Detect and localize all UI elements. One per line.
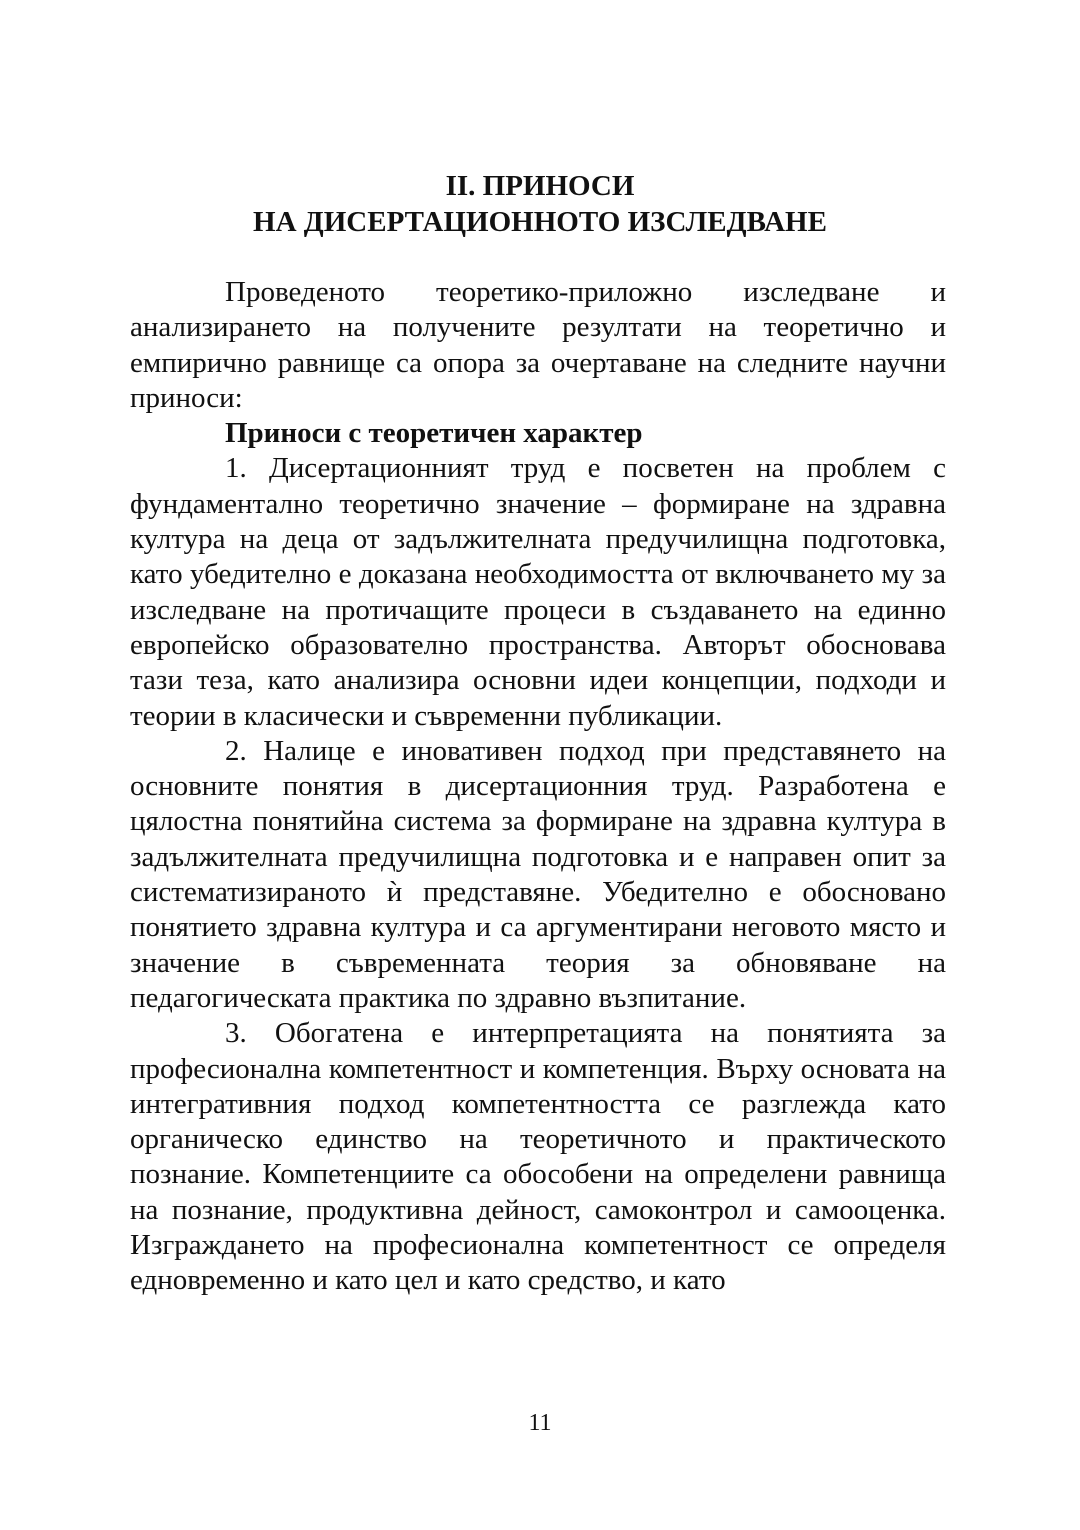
body-text bbox=[130, 275, 946, 1299]
contribution-1: 1. Дисертационният труд е посветен на проблем с фундаментално теоретично значение – формиране на здравна култура на деца от задължителната предучилищна подготовка, като убедително е доказана необходимостта от включването му за изследване на протичащите процеси в създаването на единно европейско образователно пространства. Авторът обосновава тази теза, като анализира основни идеи концепции, подходи и теории в класически и съвременни публикации. bbox=[130, 452, 946, 732]
contribution-2: 2. Налице е иновативен подход при представянето на основните понятия в дисертационния труд. Разработена е цялостна понятийна система за формиране на здравна култура в задължителната предучилищна подготовка и е направен опит за систематизираното ѝ представяне. Убедително е обосновано понятието здравна култура и са аргументирани неговото място и значение в съвременната теория за обновяване на педагогическата практика по здравно възпитание. bbox=[130, 734, 946, 1014]
chapter-heading-line-1: II. ПРИНОСИ bbox=[445, 170, 635, 202]
contribution-3: 3. Обогатена е интерпретацията на понятията за професионална компетентност и компетенция. Върху основата на интегративния подход компетентността се разглежда като органическо единство на теоретичното и практическото познание. Компетенциите са обособени на определени равнища на познание, продуктивна дейност, самоконтрол и самооценка. Изграждането на професионална компетентност се определя едновременно и като цел и като средство, и като bbox=[130, 1017, 946, 1297]
intro-paragraph: Проведеното теоретико-приложно изследване и анализирането на получените резултати на теоретично и емпирично равнище са опора за очертаване на следните научни приноси: bbox=[130, 276, 946, 414]
section-title: Приноси с теоретичен характер bbox=[225, 417, 643, 450]
page-number: 11 bbox=[528, 1410, 552, 1436]
chapter-heading-line-2: НА ДИСЕРТАЦИОННОТО ИЗСЛЕДВАНЕ bbox=[253, 206, 827, 238]
